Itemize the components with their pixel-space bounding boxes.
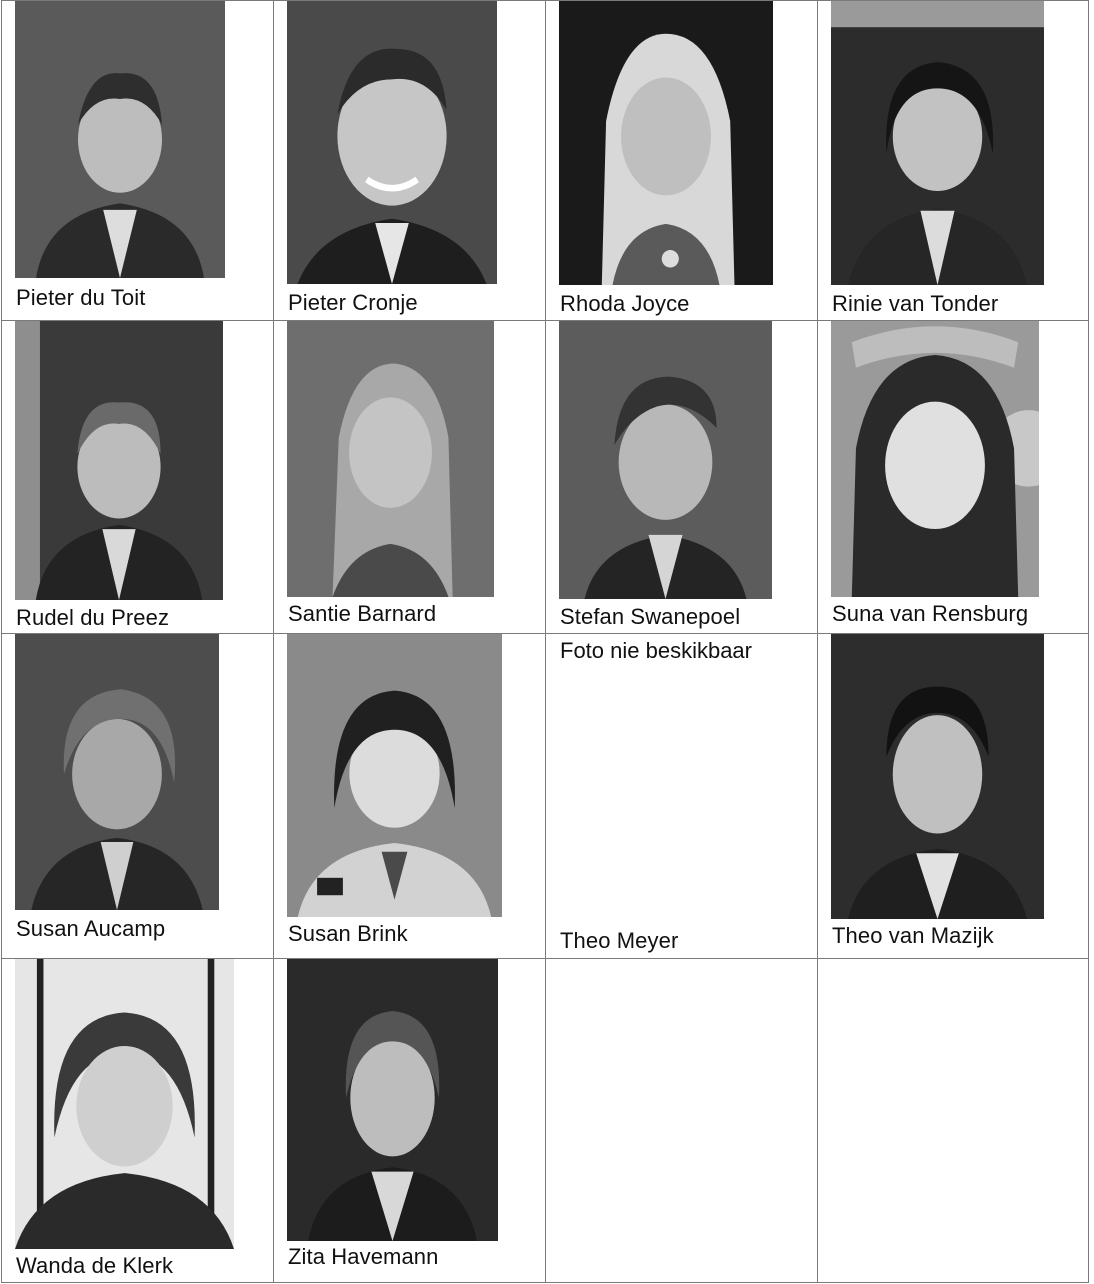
person-name: Rudel du Preez [16, 605, 170, 630]
person-name: Suna van Rensburg [832, 601, 1029, 626]
portrait-photo [15, 634, 219, 910]
person-cell [2, 321, 273, 633]
person-cell [2, 634, 273, 958]
portrait-photo [287, 634, 502, 917]
person-cell [818, 1, 1089, 320]
portrait-photo [559, 1, 773, 285]
person-name: Susan Aucamp [16, 916, 166, 941]
portrait-photo [287, 959, 498, 1241]
portrait-photo [15, 1, 225, 278]
person-cell [274, 634, 545, 958]
person-name: Rhoda Joyce [560, 291, 690, 316]
person-cell [274, 959, 545, 1283]
person-cell [2, 959, 273, 1283]
portrait-photo [15, 959, 234, 1249]
portrait-photo [559, 321, 772, 599]
person-cell [818, 634, 1089, 958]
photo-unavailable-note: Foto nie beskikbaar [560, 638, 752, 663]
person-name: Theo Meyer [560, 928, 679, 953]
person-name: Santie Barnard [288, 601, 437, 626]
portrait-photo [831, 634, 1044, 919]
person-cell [274, 321, 545, 633]
person-cell [546, 321, 817, 633]
empty-cell [818, 959, 1089, 1283]
person-cell [818, 321, 1089, 633]
person-name: Stefan Swanepoel [560, 604, 741, 629]
person-name: Pieter Cronje [288, 290, 418, 315]
person-cell [274, 1, 545, 320]
portrait-photo [831, 1, 1044, 285]
person-name: Rinie van Tonder [832, 291, 999, 316]
person-name: Wanda de Klerk [16, 1253, 174, 1278]
portrait-photo [15, 321, 223, 600]
person-cell [546, 634, 817, 958]
portrait-photo [831, 321, 1039, 597]
person-name: Pieter du Toit [16, 285, 146, 310]
person-cell [546, 1, 817, 320]
person-name: Theo van Mazijk [832, 923, 994, 948]
person-cell [2, 1, 273, 320]
portrait-photo [287, 1, 497, 284]
person-name: Susan Brink [288, 921, 408, 946]
person-name: Zita Havemann [288, 1244, 439, 1269]
portrait-photo [287, 321, 494, 597]
empty-cell [546, 959, 817, 1283]
yearbook-grid [1, 0, 1089, 1283]
